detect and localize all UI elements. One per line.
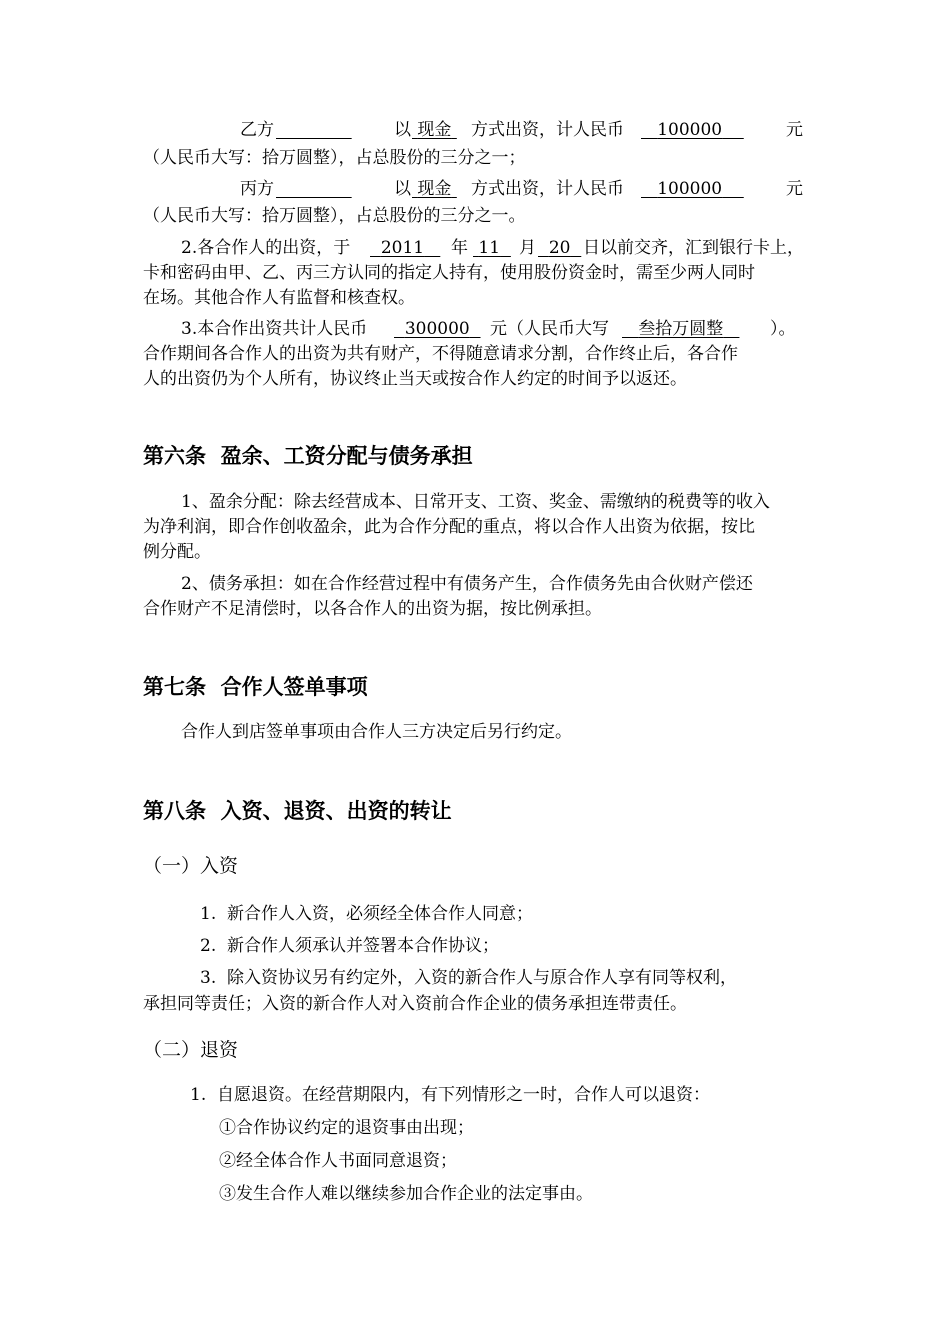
list-item: 2. 新合作人须承认并签署本合作协议；: [200, 936, 500, 956]
amount-value: 100000: [657, 120, 723, 140]
list-item: 3. 除入资协议另有约定外，入资的新合作人与原合作人享有同等权利，: [200, 968, 738, 988]
month-label: 月: [519, 238, 536, 258]
section-title: （一）入资: [143, 855, 239, 877]
day-value: 20: [548, 238, 571, 258]
list-subitem: ①合作协议约定的退资事由出现；: [219, 1118, 474, 1138]
blank-underline: [276, 178, 352, 200]
year-value: 2011: [380, 238, 425, 258]
list-item: 承担同等责任；入资的新合作人对入资前合作企业的债务承担连带责任。: [143, 994, 687, 1014]
item-text: 在场。其他合作人有监督和核查权。: [143, 288, 415, 308]
amount-value: 100000: [657, 179, 723, 199]
mode-text: 方式出资，计人民币: [471, 120, 624, 140]
blank-underline: [276, 119, 352, 141]
party-label: 丙方: [240, 179, 274, 199]
list-item: 1. 自愿退资。在经营期限内，有下列情形之一时，合作人可以退资：: [190, 1085, 711, 1105]
capital-line: （人民币大写：拾万圆整），占总股份的三分之一；: [143, 148, 526, 168]
method-value: 现金: [417, 120, 452, 140]
list-subitem: ③发生合作人难以继续参加合作企业的法定事由。: [219, 1184, 593, 1204]
item-text: 卡和密码由甲、乙、丙三方认同的指定人持有，使用股份资金时，需至少两人同时: [143, 263, 755, 283]
item-text: 元（人民币大写: [490, 319, 609, 339]
year-label: 年: [451, 238, 468, 258]
mode-text: 方式出资，计人民币: [471, 179, 624, 199]
item-text: 日以前交齐，汇到银行卡上，: [583, 238, 804, 258]
article-title: 第八条 入资、退资、出资的转让: [143, 799, 452, 823]
by-label: 以: [394, 179, 411, 199]
paragraph-line: 合作财产不足清偿时，以各合作人的出资为据，按比例承担。: [143, 599, 602, 619]
method-value: 现金: [417, 179, 452, 199]
total-words: 叁拾万圆整: [638, 319, 724, 339]
article-title: 第七条 合作人签单事项: [143, 675, 368, 699]
by-label: 以: [394, 120, 411, 140]
paragraph-line: 例分配。: [143, 542, 211, 562]
yuan-label: 元: [786, 179, 803, 199]
item-text: 人的出资仍为个人所有，协议终止当天或按合作人约定的时间予以返还。: [143, 369, 687, 389]
month-value: 11: [478, 238, 501, 258]
item-text: ）。: [770, 319, 796, 339]
item-text: 2.各合作人的出资，于: [181, 238, 351, 258]
section-title: （二）退资: [143, 1039, 239, 1061]
item-text: 合作期间各合作人的出资为共有财产，不得随意请求分割，合作终止后，各合作: [143, 344, 738, 364]
total-amount: 300000: [404, 319, 470, 339]
article-title: 第六条 盈余、工资分配与债务承担: [143, 444, 473, 468]
paragraph-line: 为净利润，即合作创收盈余，此为合作分配的重点，将以合作人出资为依据，按比: [143, 517, 755, 537]
list-item: 1. 新合作人入资，必须经全体合作人同意；: [200, 904, 534, 924]
item-text: 3.本合作出资共计人民币: [181, 319, 368, 339]
paragraph-line: 合作人到店签单事项由合作人三方决定后另行约定。: [181, 722, 572, 742]
yuan-label: 元: [786, 120, 803, 140]
paragraph-line: 1、盈余分配：除去经营成本、日常开支、工资、奖金、需缴纳的税费等的收入: [181, 492, 770, 512]
paragraph-line: 2、债务承担：如在合作经营过程中有债务产生，合作债务先由合伙财产偿还: [181, 574, 753, 594]
list-subitem: ②经全体合作人书面同意退资；: [219, 1151, 457, 1171]
capital-line: （人民币大写：拾万圆整），占总股份的三分之一。: [143, 206, 526, 226]
party-label: 乙方: [240, 120, 274, 140]
